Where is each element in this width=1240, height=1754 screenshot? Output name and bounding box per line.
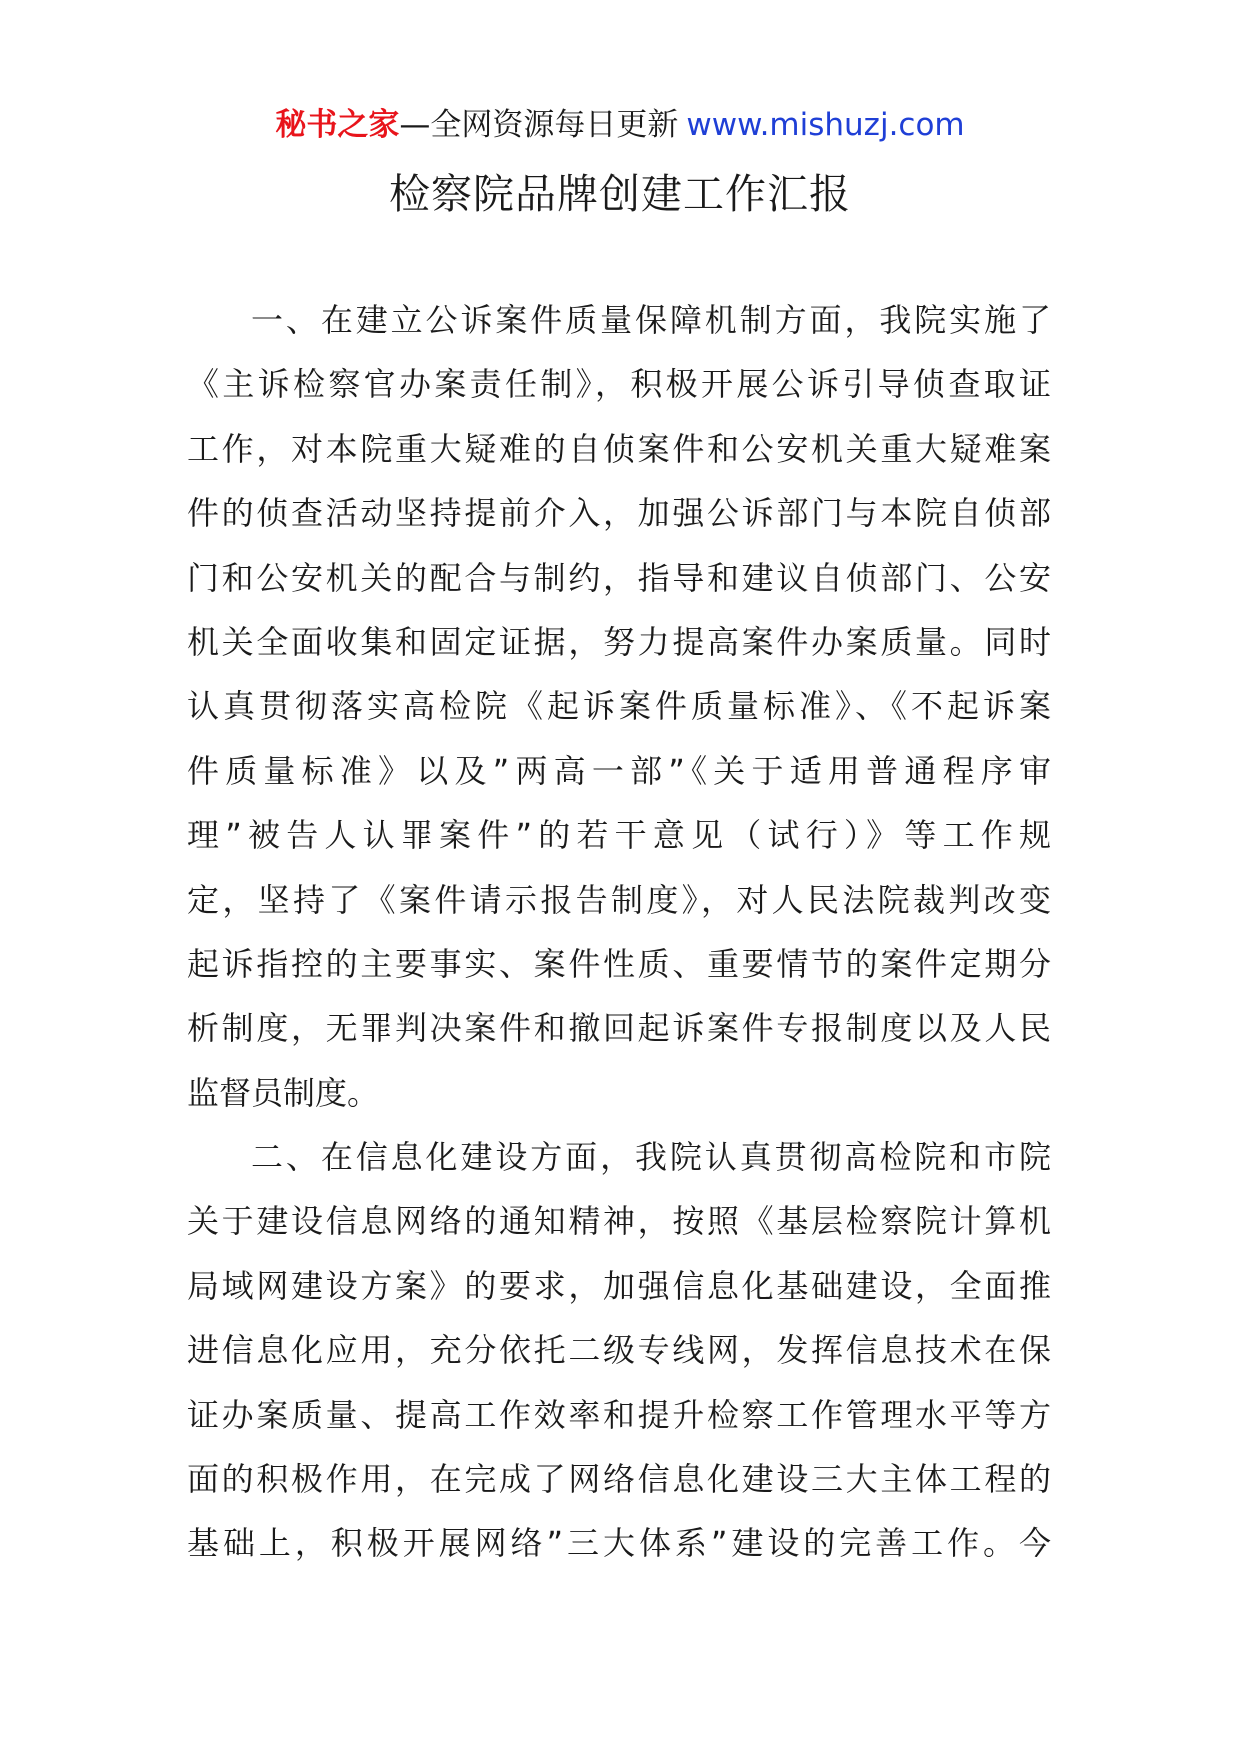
paragraph-1-line: 理”被告人认罪案件”的若干意见（试行）》等工作规 <box>187 816 1051 855</box>
header-tagline: —全网资源每日更新 <box>399 107 679 143</box>
paragraph-1-line: 一、在建立公诉案件质量保障机制方面，我院实施了 <box>251 301 1051 339</box>
paragraph-1-line: 件质量标准》以及”两高一部”《关于适用普通程序审 <box>187 751 1051 790</box>
paragraph-1-line: 门和公安机关的配合与制约，指导和建议自侦部门、公安 <box>187 558 1051 597</box>
brand-name: 秘书之家 <box>275 107 400 143</box>
paragraph-1-line: 机关全面收集和固定证据，努力提高案件办案质量。同时 <box>187 622 1051 661</box>
paragraph-1-line: 《主诉检察官办案责任制》，积极开展公诉引导侦查取证 <box>187 365 1051 404</box>
paragraph-2-line: 面的积极作用，在完成了网络信息化建设三大主体工程的 <box>187 1460 1051 1499</box>
document-body <box>187 288 1051 1576</box>
site-url-link[interactable]: www.mishuzj.com <box>686 107 965 143</box>
paragraph-1-line: 定，坚持了《案件请示报告制度》，对人民法院裁判改变 <box>187 880 1051 919</box>
paragraph-1-line: 工作，对本院重大疑难的自侦案件和公安机关重大疑难案 <box>187 429 1051 468</box>
paragraph-1-line: 析制度，无罪判决案件和撤回起诉案件专报制度以及人民 <box>187 1009 1051 1048</box>
paragraph-2-line: 局域网建设方案》的要求，加强信息化基础建设，全面推 <box>187 1266 1051 1305</box>
site-header <box>0 102 1240 148</box>
document-title: 检察院品牌创建工作汇报 <box>389 170 851 218</box>
paragraph-1-line: 起诉指控的主要事实、案件性质、重要情节的案件定期分 <box>187 944 1051 983</box>
paragraph-2-line: 关于建设信息网络的通知精神，按照《基层检察院计算机 <box>187 1202 1051 1241</box>
paragraph-1-line: 认真贯彻落实高检院《起诉案件质量标准》、《不起诉案 <box>187 687 1051 726</box>
paragraph-2-line: 进信息化应用，充分依托二级专线网，发挥信息技术在保 <box>187 1331 1051 1370</box>
paragraph-1-line: 件的侦查活动坚持提前介入，加强公诉部门与本院自侦部 <box>187 494 1051 533</box>
paragraph-2-line: 基础上，积极开展网络”三大体系”建设的完善工作。今 <box>187 1524 1051 1563</box>
paragraph-2-line: 二、在信息化建设方面，我院认真贯彻高检院和市院 <box>251 1138 1051 1177</box>
paragraph-1-line: 监督员制度。 <box>187 1073 380 1112</box>
paragraph-2-line: 证办案质量、提高工作效率和提升检察工作管理水平等方 <box>187 1395 1051 1434</box>
